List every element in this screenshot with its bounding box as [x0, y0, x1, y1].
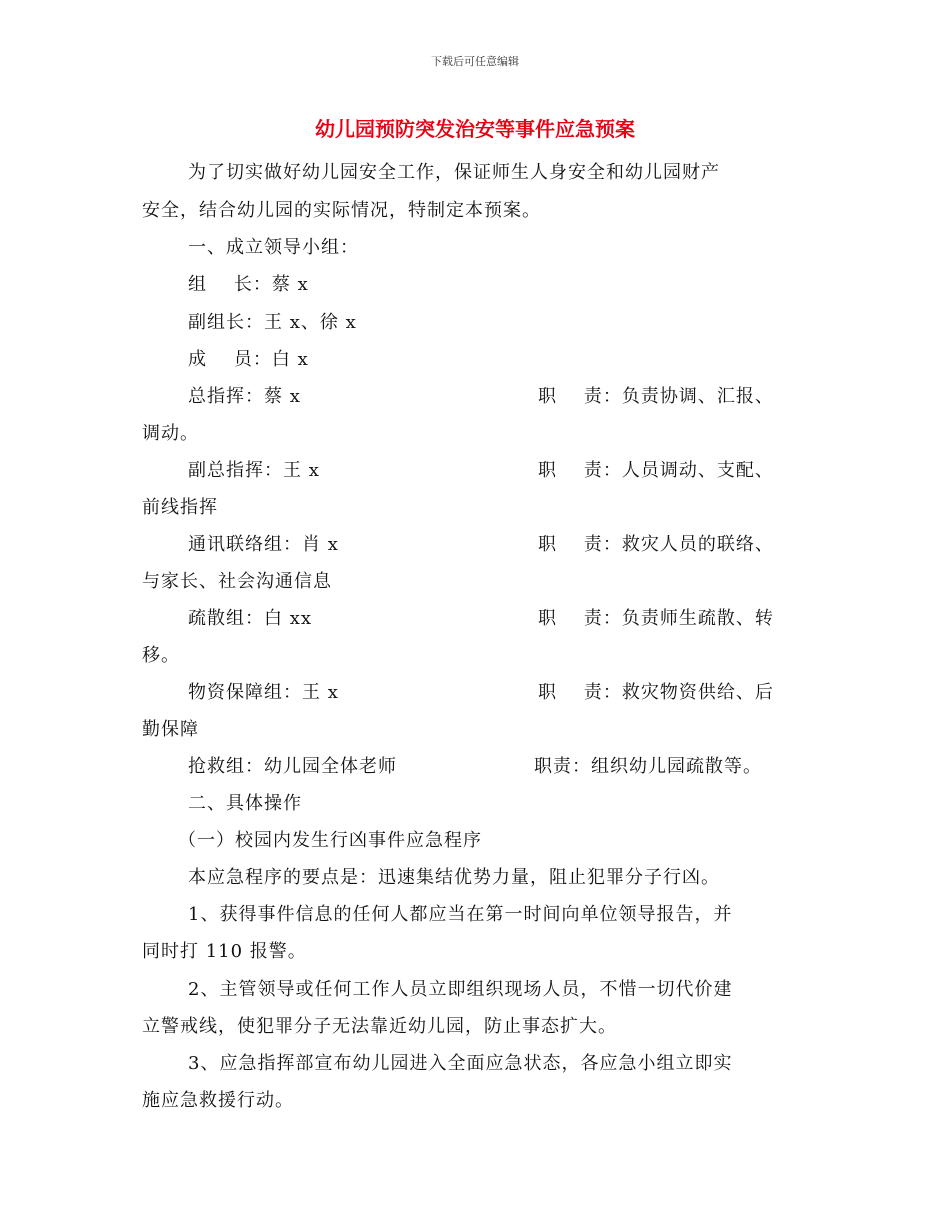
role-duty-cont: 移。 — [142, 645, 180, 666]
intro-line-2: 安全，结合幼儿园的实际情况，特制定本预案。 — [142, 200, 541, 221]
step-3-line-1: 3、应急指挥部宣布幼儿园进入全面应急状态，各应急小组立即实 — [188, 1053, 733, 1074]
rescue-role-duty: 职责：组织幼儿园疏散等。 — [534, 756, 762, 777]
step-3-line-2: 施应急救援行动。 — [142, 1090, 294, 1111]
step-2-line-1: 2、主管领导或任何工作人员立即组织现场人员，不惜一切代价建 — [188, 979, 733, 1000]
document-title: 幼儿园预防突发治安等事件应急预案 — [315, 117, 635, 141]
role-duty: 职 责：救灾人员的联络、 — [538, 534, 774, 555]
role-duty-cont: 勤保障 — [142, 719, 199, 740]
role-label: 副总指挥：王 x — [188, 460, 320, 481]
group-leader: 组 长：蔡 x — [188, 274, 309, 295]
role-duty-cont: 调动。 — [142, 423, 199, 444]
subsection-1-heading: （一）校园内发生行凶事件应急程序 — [178, 830, 482, 851]
role-label: 总指挥：蔡 x — [188, 386, 301, 407]
role-duty: 职 责：救灾物资供给、后 — [538, 682, 774, 703]
page-header-note: 下载后可任意编辑 — [431, 55, 519, 68]
role-duty-cont: 与家长、社会沟通信息 — [142, 571, 332, 592]
key-point: 本应急程序的要点是：迅速集结优势力量，阻止犯罪分子行凶。 — [188, 867, 720, 888]
role-duty: 职 责：负责师生疏散、转 — [538, 608, 774, 629]
role-label: 通讯联络组：肖 x — [188, 534, 339, 555]
step-1-line-2: 同时打 110 报警。 — [142, 941, 307, 962]
section-2-heading: 二、具体操作 — [188, 793, 302, 814]
intro-line-1: 为了切实做好幼儿园安全工作，保证师生人身安全和幼儿园财产 — [188, 162, 720, 183]
step-1-line-1: 1、获得事件信息的任何人都应当在第一时间向单位领导报告，并 — [188, 904, 733, 925]
section-1-heading: 一、成立领导小组： — [188, 237, 359, 258]
role-duty: 职 责：人员调动、支配、 — [538, 460, 774, 481]
step-2-line-2: 立警戒线，使犯罪分子无法靠近幼儿园，防止事态扩大。 — [142, 1016, 617, 1037]
group-member: 成 员：白 x — [188, 349, 309, 370]
role-label: 物资保障组：王 x — [188, 682, 339, 703]
rescue-role-label: 抢救组：幼儿园全体老师 — [188, 756, 397, 777]
vice-group-leader: 副组长：王 x、徐 x — [188, 312, 357, 333]
role-label: 疏散组：白 xx — [188, 608, 313, 629]
role-duty: 职 责：负责协调、汇报、 — [538, 386, 774, 407]
role-duty-cont: 前线指挥 — [142, 497, 218, 518]
